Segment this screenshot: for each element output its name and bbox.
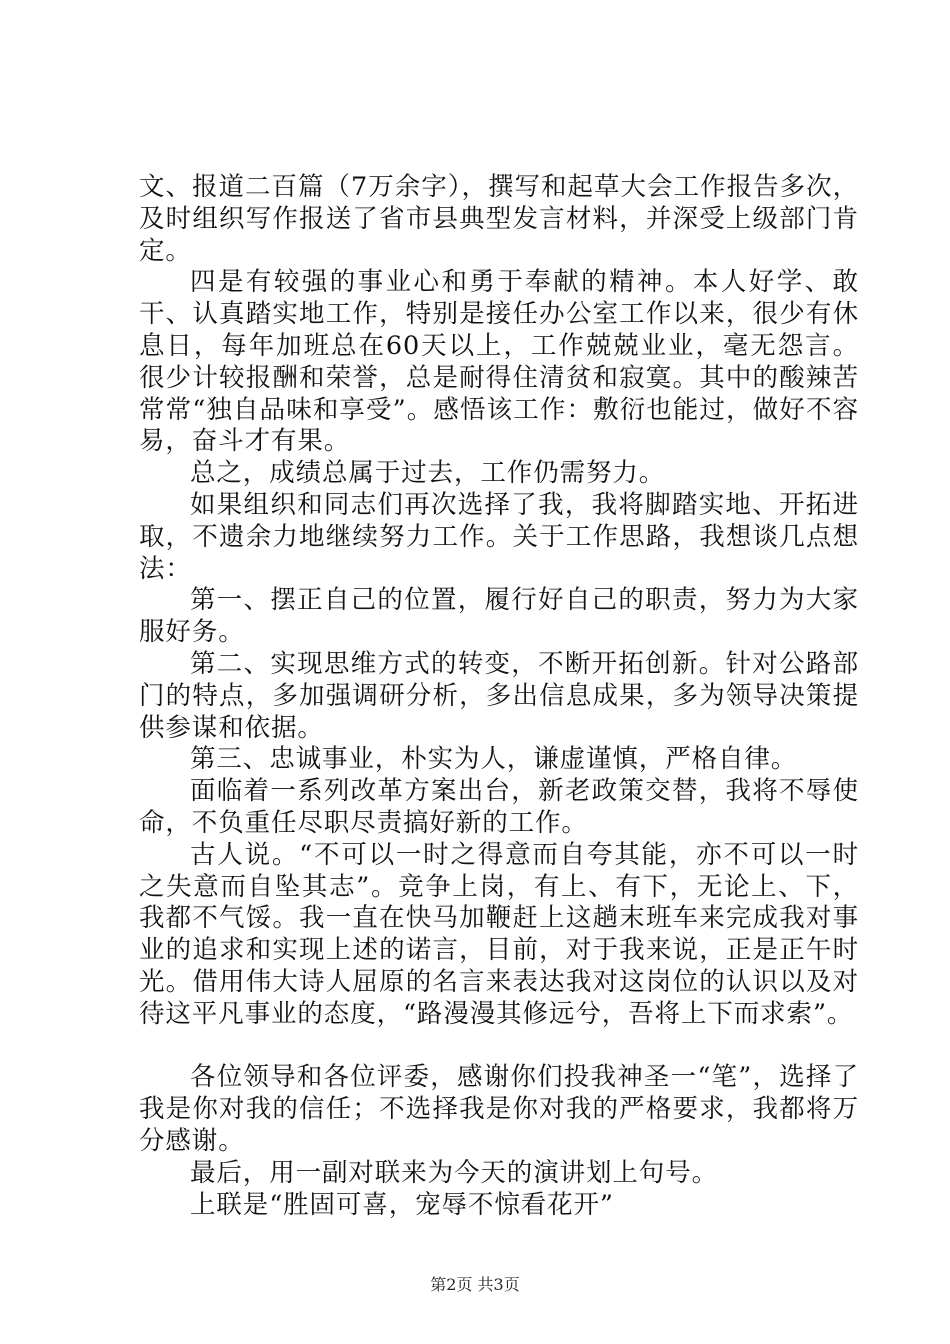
paragraph-couplet-first-line: 上联是“胜固可喜，宠辱不惊看花开” <box>190 1189 614 1220</box>
paragraph-point-one: 第一、摆正自己的位置，履行好自己的职责，努力为大家服好务。 <box>139 585 859 648</box>
paragraph-reform: 面临着一系列改革方案出台，新老政策交替，我将不辱使命，不负重任尽职尽责搞好新的工作。 <box>139 776 859 838</box>
paragraph-continuation: 文、报道二百篇（7万余字），撰写和起草大会工作报告多次，及时组织写作报送了省市县典型发言材料，并深受上级部门肯定。 <box>139 172 859 266</box>
paragraph-closing: 最后，用一副对联来为今天的演讲划上句号。 <box>190 1157 719 1188</box>
paragraph-dedication: 四是有较强的事业心和勇于奉献的精神。本人好学、敢干、认真踏实地工作，特别是接任办公室工作以来，很少有休息日，每年加班总在60天以上，工作兢兢业业，毫无怨言。很少计较报酬和荣誉，总是耐得住清贫和寂寞。其中的酸辣苦常常“独自品味和享受”。感悟该工作：敷衍也能过，做好不容易，奋斗才有果。 <box>139 267 859 457</box>
paragraph-work-ideas-intro: 如果组织和同志们再次选择了我，我将脚踏实地、开拓进取，不遗余力地继续努力工作。关于工作思路，我想谈几点想法： <box>139 489 859 584</box>
document-body <box>139 172 859 1221</box>
paragraph-summary: 总之，成绩总属于过去，工作仍需努力。 <box>190 458 666 489</box>
page-number-footer: 第2页 共3页 <box>430 1275 520 1294</box>
paragraph-ancient-saying: 古人说。“不可以一时之得意而自夸其能，亦不可以一时之失意而自坠其志”。竞争上岗，有上、有下，无论上、下，我都不气馁。我一直在快马加鞭赶上这趟末班车来完成我对事业的追求和实现上述的诺言，目前，对于我来说，正是正午时光。借用伟大诗人屈原的名言来表达我对这岗位的认识以及对待这平凡事业的态度，“路漫漫其修远兮，吾将上下而求索”。 <box>139 839 859 1029</box>
paragraph-point-two: 第二、实现思维方式的转变，不断开拓创新。针对公路部门的特点，多加强调研分析，多出信息成果，多为领导决策提供参谋和依据。 <box>139 648 859 743</box>
paragraph-point-three: 第三、忠诚事业，朴实为人，谦虚谨慎，严格自律。 <box>190 744 798 775</box>
paragraph-thanks: 各位领导和各位评委，感谢你们投我神圣一“笔”，选择了我是你对我的信任；不选择我是你对我的严格要求，我都将万分感谢。 <box>139 1062 859 1156</box>
